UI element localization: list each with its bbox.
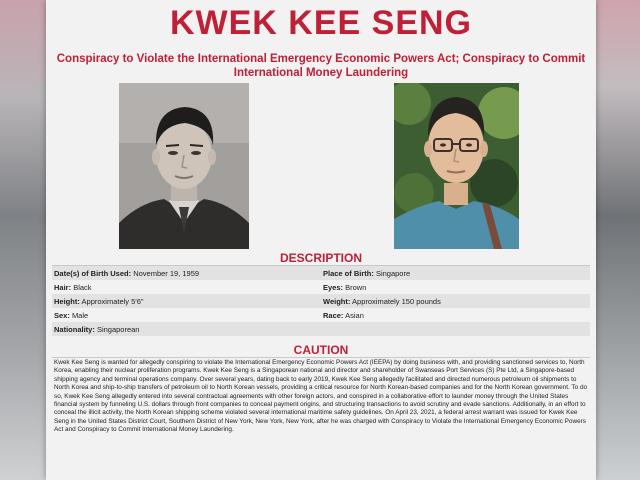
fugitive-name: KWEK KEE SENG	[169, 4, 473, 42]
field-label: Height:	[54, 296, 80, 306]
table-row	[52, 308, 590, 322]
photo-portrait-right	[394, 83, 519, 249]
caution-heading: CAUTION	[293, 343, 349, 357]
field-hair	[52, 283, 321, 292]
field-height	[52, 297, 321, 306]
field-label: Date(s) of Birth Used:	[54, 268, 132, 278]
photo-portrait-left	[119, 83, 249, 249]
field-value: Approximately 150 pounds	[352, 296, 441, 306]
field-label: Sex:	[54, 310, 70, 320]
divider	[52, 357, 590, 358]
field-dob	[52, 269, 321, 278]
field-label: Nationality:	[54, 324, 95, 334]
description-table	[52, 266, 590, 336]
wanted-poster	[46, 0, 596, 480]
field-sex	[52, 311, 321, 320]
field-eyes	[321, 283, 590, 292]
field-value: Black	[73, 282, 92, 292]
field-value: Approximately 5'6"	[81, 296, 144, 306]
field-weight	[321, 297, 590, 306]
field-value: November 19, 1959	[133, 268, 200, 278]
field-nationality	[52, 325, 321, 334]
field-value: Brown	[345, 282, 367, 292]
table-row	[52, 266, 590, 280]
portrait-right-image	[394, 83, 519, 249]
field-place-of-birth	[321, 269, 590, 278]
table-row	[52, 294, 590, 308]
field-label: Hair:	[54, 282, 72, 292]
field-value: Asian	[345, 310, 364, 320]
table-row	[52, 322, 590, 336]
caution-paragraph: Kwek Kee Seng is wanted for allegedly conspiring to violate the International Emergency Economic Powers Act (IEEPA) by doing business with, and providing sanctioned services to, North Korea, enabling their nuclear proliferation programs. Kwek Kee Seng is a Singaporean national and director and shareholder of Swanseas Port Services (S) Pte Ltd, a Singapore-based shipping agency and terminal operations company. Over several years, dating back to early 2019, Kwek Kee Seng allegedly facilitated and directed numerous petroleum oil shipments to North Korea and ship-to-ship transfers of petroleum oil to North Korean vessels, providing a critical resource for North Korean-based companies and for the North Korean government. To do so, Kwek Kee Seng allegedly entered into several contractual agreements with other foreign actors, and conspired in a collaborative effort to launder money through the United States financial system by funneling U.S. dollars through front companies to conceal payment origins, and structuring transactions to avoid scrutiny and evade sanctions. Additionally, in an effort to conceal the illicit activity, the North Korean shipping scheme violated several international maritime safety guidelines. On April 23, 2021, a federal arrest warrant was issued for Kwek Kee Seng in the United States District Court, Southern District of New York, New York, New York, after he was charged with Conspiracy to Violate the International Emergency Economic Powers Act and Conspiracy to Commit International Money Laundering.	[54, 359, 588, 434]
field-value: Singapore	[375, 268, 411, 278]
field-value: Singaporean	[96, 324, 140, 334]
field-label: Weight:	[323, 296, 351, 306]
field-label: Eyes:	[323, 282, 344, 292]
description-heading: DESCRIPTION	[279, 251, 362, 265]
table-row	[52, 280, 590, 294]
portrait-left-image	[119, 83, 249, 249]
field-label: Race:	[323, 310, 344, 320]
field-label: Place of Birth:	[323, 268, 374, 278]
field-race	[321, 311, 590, 320]
background-right	[596, 0, 640, 480]
charges-text: Conspiracy to Violate the International Emergency Economic Powers Act; Conspiracy to Commit International Money Laundering	[56, 53, 586, 79]
background-left	[0, 0, 46, 480]
field-value: Male	[71, 310, 89, 320]
